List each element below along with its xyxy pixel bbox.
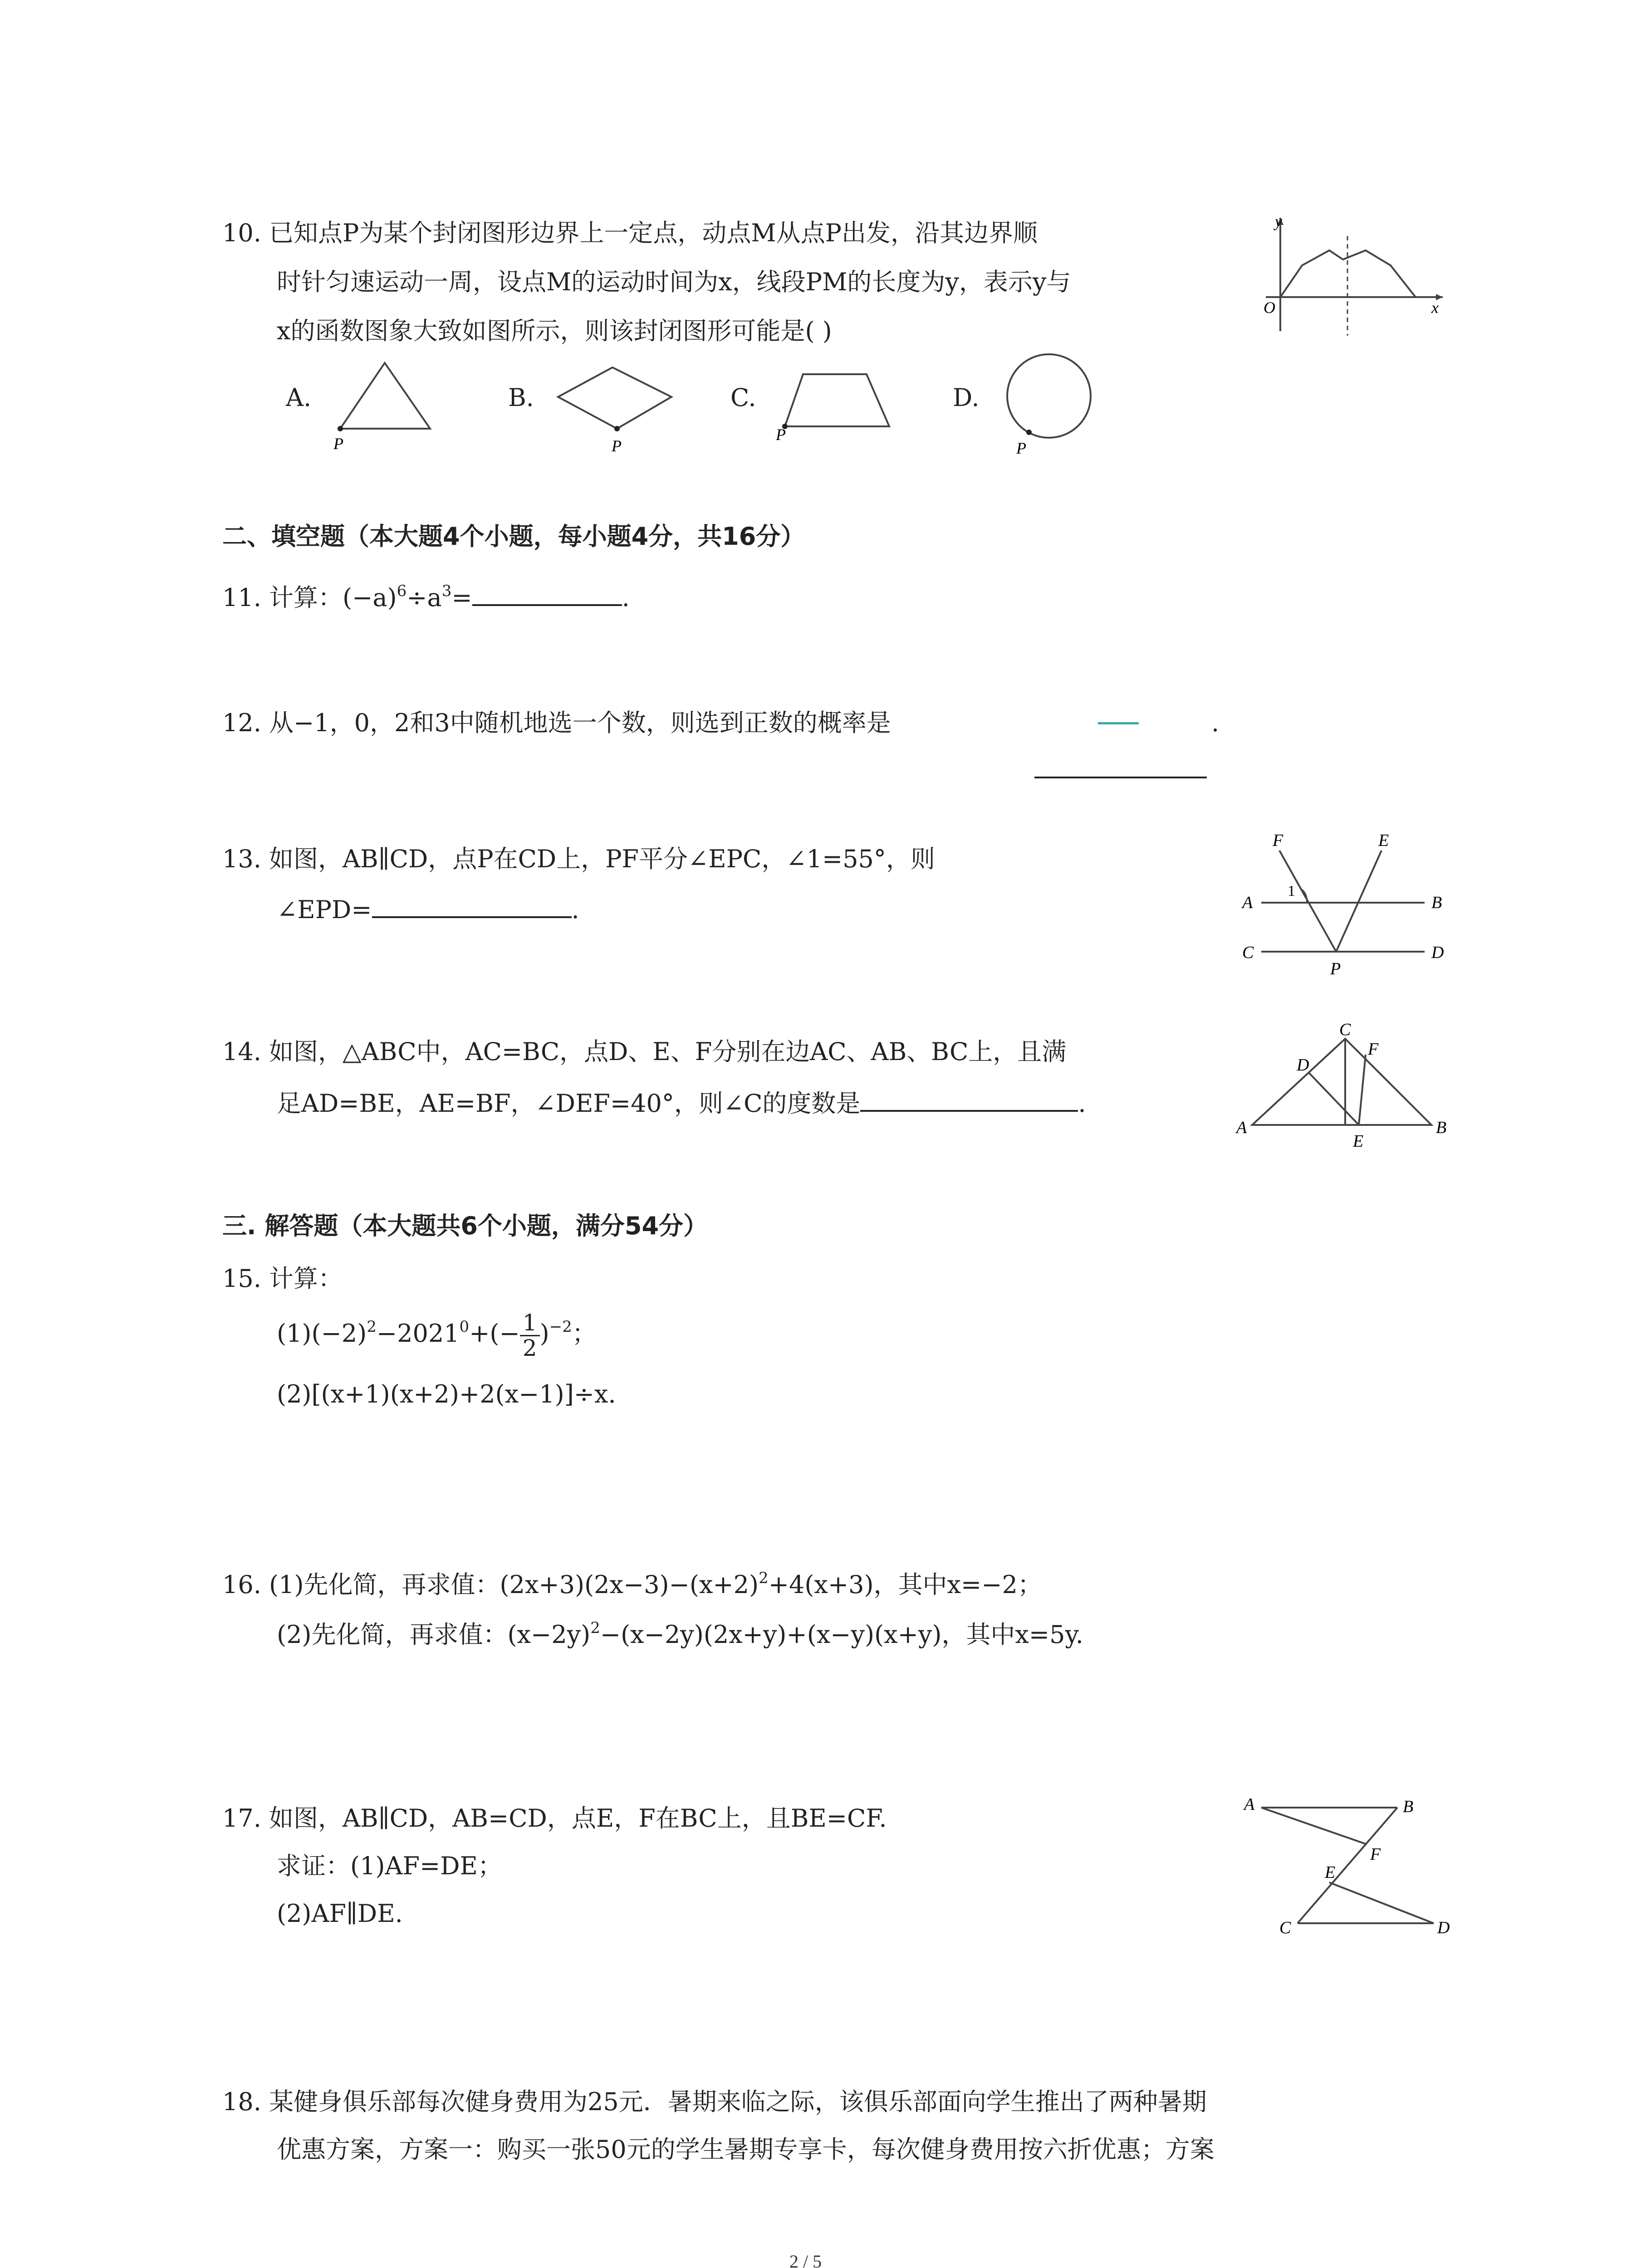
q13-figure bbox=[1234, 830, 1461, 980]
q17-label-a: A bbox=[1244, 1795, 1255, 1814]
option-c-label: C. bbox=[730, 383, 756, 412]
q13-angle-label: ∠EPD= bbox=[277, 895, 372, 924]
q14-label-a: A bbox=[1236, 1118, 1247, 1137]
q15-fraction bbox=[520, 1311, 540, 1360]
q10-line-1: 10. 已知点P为某个封闭图形边界上一定点，动点M从点P出发，沿其边界顺 bbox=[222, 219, 1038, 247]
q15-p1-d: ) bbox=[539, 1319, 549, 1348]
q13-end: . bbox=[571, 895, 579, 924]
option-a-label: A. bbox=[286, 383, 312, 412]
q10-function-graph bbox=[1252, 209, 1452, 345]
q15-p1-exp2: 0 bbox=[459, 1318, 470, 1336]
q15-fraction-denominator: 2 bbox=[522, 1334, 537, 1361]
q17-line-1: 17. 如图，AB∥CD，AB=CD，点E，F在BC上，且BE=CF. bbox=[222, 1804, 887, 1833]
q16-l1-exp: 2 bbox=[759, 1569, 769, 1587]
q15-title: 15. 计算： bbox=[222, 1264, 343, 1293]
q14-label-c: C bbox=[1339, 1020, 1351, 1039]
q17-label-e: E bbox=[1325, 1863, 1336, 1882]
q16-l2-b: −(x−2y)(2x+y)+(x−y)(x+y)，其中x=5y. bbox=[600, 1620, 1083, 1649]
q11-end: . bbox=[622, 583, 630, 612]
q11-exp-3: 3 bbox=[441, 582, 452, 600]
q17-figure bbox=[1234, 1787, 1461, 1941]
option-d-circle bbox=[998, 352, 1107, 465]
q11-exp-6: 6 bbox=[397, 582, 407, 600]
option-d-point-p: P bbox=[1016, 439, 1026, 457]
q12-fraction-bar bbox=[1098, 722, 1139, 724]
q13-line-1: 13. 如图，AB∥CD，点P在CD上，PF平分∠EPC，∠1=55°，则 bbox=[222, 845, 935, 873]
q15-part-2: (2)[(x+1)(x+2)+2(x−1)]÷x. bbox=[277, 1380, 616, 1408]
q10-line-2: 时针匀速运动一周，设点M的运动时间为x，线段PM的长度为y，表示y与 bbox=[277, 268, 1071, 296]
q12-answer-blank[interactable] bbox=[1034, 777, 1207, 778]
q13-label-f: F bbox=[1273, 831, 1283, 850]
option-c-point-p: P bbox=[776, 425, 786, 444]
page-number: 2 / 5 bbox=[789, 2251, 822, 2268]
q17-label-d: D bbox=[1437, 1918, 1450, 1937]
section-2-heading: 二、填空题（本大题4个小题，每小题4分，共16分） bbox=[222, 522, 805, 551]
q16-line-1 bbox=[222, 1569, 1042, 1600]
q14-answer-blank[interactable] bbox=[860, 1086, 1078, 1112]
q18-line-1: 18. 某健身俱乐部每次健身费用为25元．暑期来临之际，该俱乐部面向学生推出了两种暑期 bbox=[222, 2087, 1207, 2116]
q13-label-d: D bbox=[1431, 943, 1444, 962]
q13-label-c: C bbox=[1242, 943, 1254, 962]
option-b-label: B. bbox=[508, 383, 534, 412]
graph-x-label: x bbox=[1431, 298, 1439, 317]
option-b-rhombus bbox=[549, 358, 685, 458]
q13-answer-blank[interactable] bbox=[372, 893, 572, 918]
q15-p1-c: +(− bbox=[469, 1319, 520, 1348]
q17-label-c: C bbox=[1279, 1918, 1291, 1937]
q14-label-e: E bbox=[1353, 1132, 1364, 1151]
option-a-triangle bbox=[327, 354, 445, 454]
q11-answer-blank[interactable] bbox=[472, 581, 622, 606]
q13-label-p: P bbox=[1330, 959, 1341, 978]
q14-text: 足AD=BE，AE=BF，∠DEF=40°，则∠C的度数是 bbox=[277, 1089, 861, 1118]
q15-p1-a: (1)(−2) bbox=[277, 1319, 367, 1348]
q11-line bbox=[222, 581, 630, 613]
q16-l2-a: (2)先化简，再求值：(x−2y) bbox=[277, 1620, 591, 1649]
q14-label-f: F bbox=[1368, 1040, 1379, 1059]
q17-label-b: B bbox=[1403, 1797, 1414, 1816]
q16-l1-a: 16. (1)先化简，再求值：(2x+3)(2x−3)−(x+2) bbox=[222, 1570, 759, 1599]
q14-line-1: 14. 如图，△ABC中，AC=BC，点D、E、F分别在边AC、AB、BC上，且满 bbox=[222, 1037, 1067, 1066]
q17-label-f: F bbox=[1370, 1845, 1381, 1864]
q14-label-d: D bbox=[1297, 1056, 1309, 1075]
graph-origin-label: O bbox=[1264, 298, 1275, 317]
q11-pre: 11. 计算：(−a) bbox=[222, 583, 397, 612]
q12-end: . bbox=[1211, 709, 1220, 737]
q13-label-angle-1: 1 bbox=[1288, 883, 1295, 899]
q14-end: . bbox=[1078, 1089, 1086, 1118]
q17-line-3: (2)AF∥DE. bbox=[277, 1899, 403, 1928]
q10-line-3: x的函数图象大致如图所示，则该封闭图形可能是( ) bbox=[277, 317, 832, 345]
q14-figure bbox=[1234, 1021, 1461, 1152]
q13-line-2 bbox=[277, 893, 579, 925]
graph-y-label: y bbox=[1275, 212, 1282, 230]
option-b-point-p: P bbox=[612, 437, 622, 455]
q16-l1-b: +4(x+3)，其中x=−2； bbox=[768, 1570, 1042, 1599]
q16-line-2 bbox=[277, 1619, 1083, 1650]
option-a-point-p: P bbox=[333, 435, 343, 453]
q13-label-e: E bbox=[1378, 831, 1389, 850]
section-3-heading: 三. 解答题（本大题共6个小题，满分54分） bbox=[222, 1212, 708, 1240]
option-c-trapezoid bbox=[776, 363, 912, 454]
q14-line-2 bbox=[277, 1086, 1086, 1119]
q17-line-2: 求证：(1)AF=DE； bbox=[277, 1852, 502, 1880]
q18-line-2: 优惠方案，方案一：购买一张50元的学生暑期专享卡，每次健身费用按六折优惠；方案 bbox=[277, 2135, 1215, 2164]
q12-line: 12. 从−1，0，2和3中随机地选一个数，则选到正数的概率是 bbox=[222, 709, 891, 737]
q15-p1-f: ； bbox=[572, 1319, 597, 1348]
q13-label-a: A bbox=[1242, 893, 1253, 912]
q14-label-b: B bbox=[1436, 1118, 1447, 1137]
q15-fraction-numerator: 1 bbox=[520, 1311, 540, 1336]
q16-l2-exp: 2 bbox=[590, 1619, 600, 1637]
q15-part-1 bbox=[277, 1311, 597, 1360]
q11-post: = bbox=[451, 583, 472, 612]
option-d-label: D. bbox=[953, 383, 980, 412]
q15-p1-exp3: −2 bbox=[549, 1318, 572, 1336]
q15-p1-b: −2021 bbox=[376, 1319, 460, 1348]
q13-label-b: B bbox=[1431, 893, 1442, 912]
q11-mid: ÷a bbox=[407, 583, 442, 612]
q15-p1-exp1: 2 bbox=[367, 1318, 377, 1336]
